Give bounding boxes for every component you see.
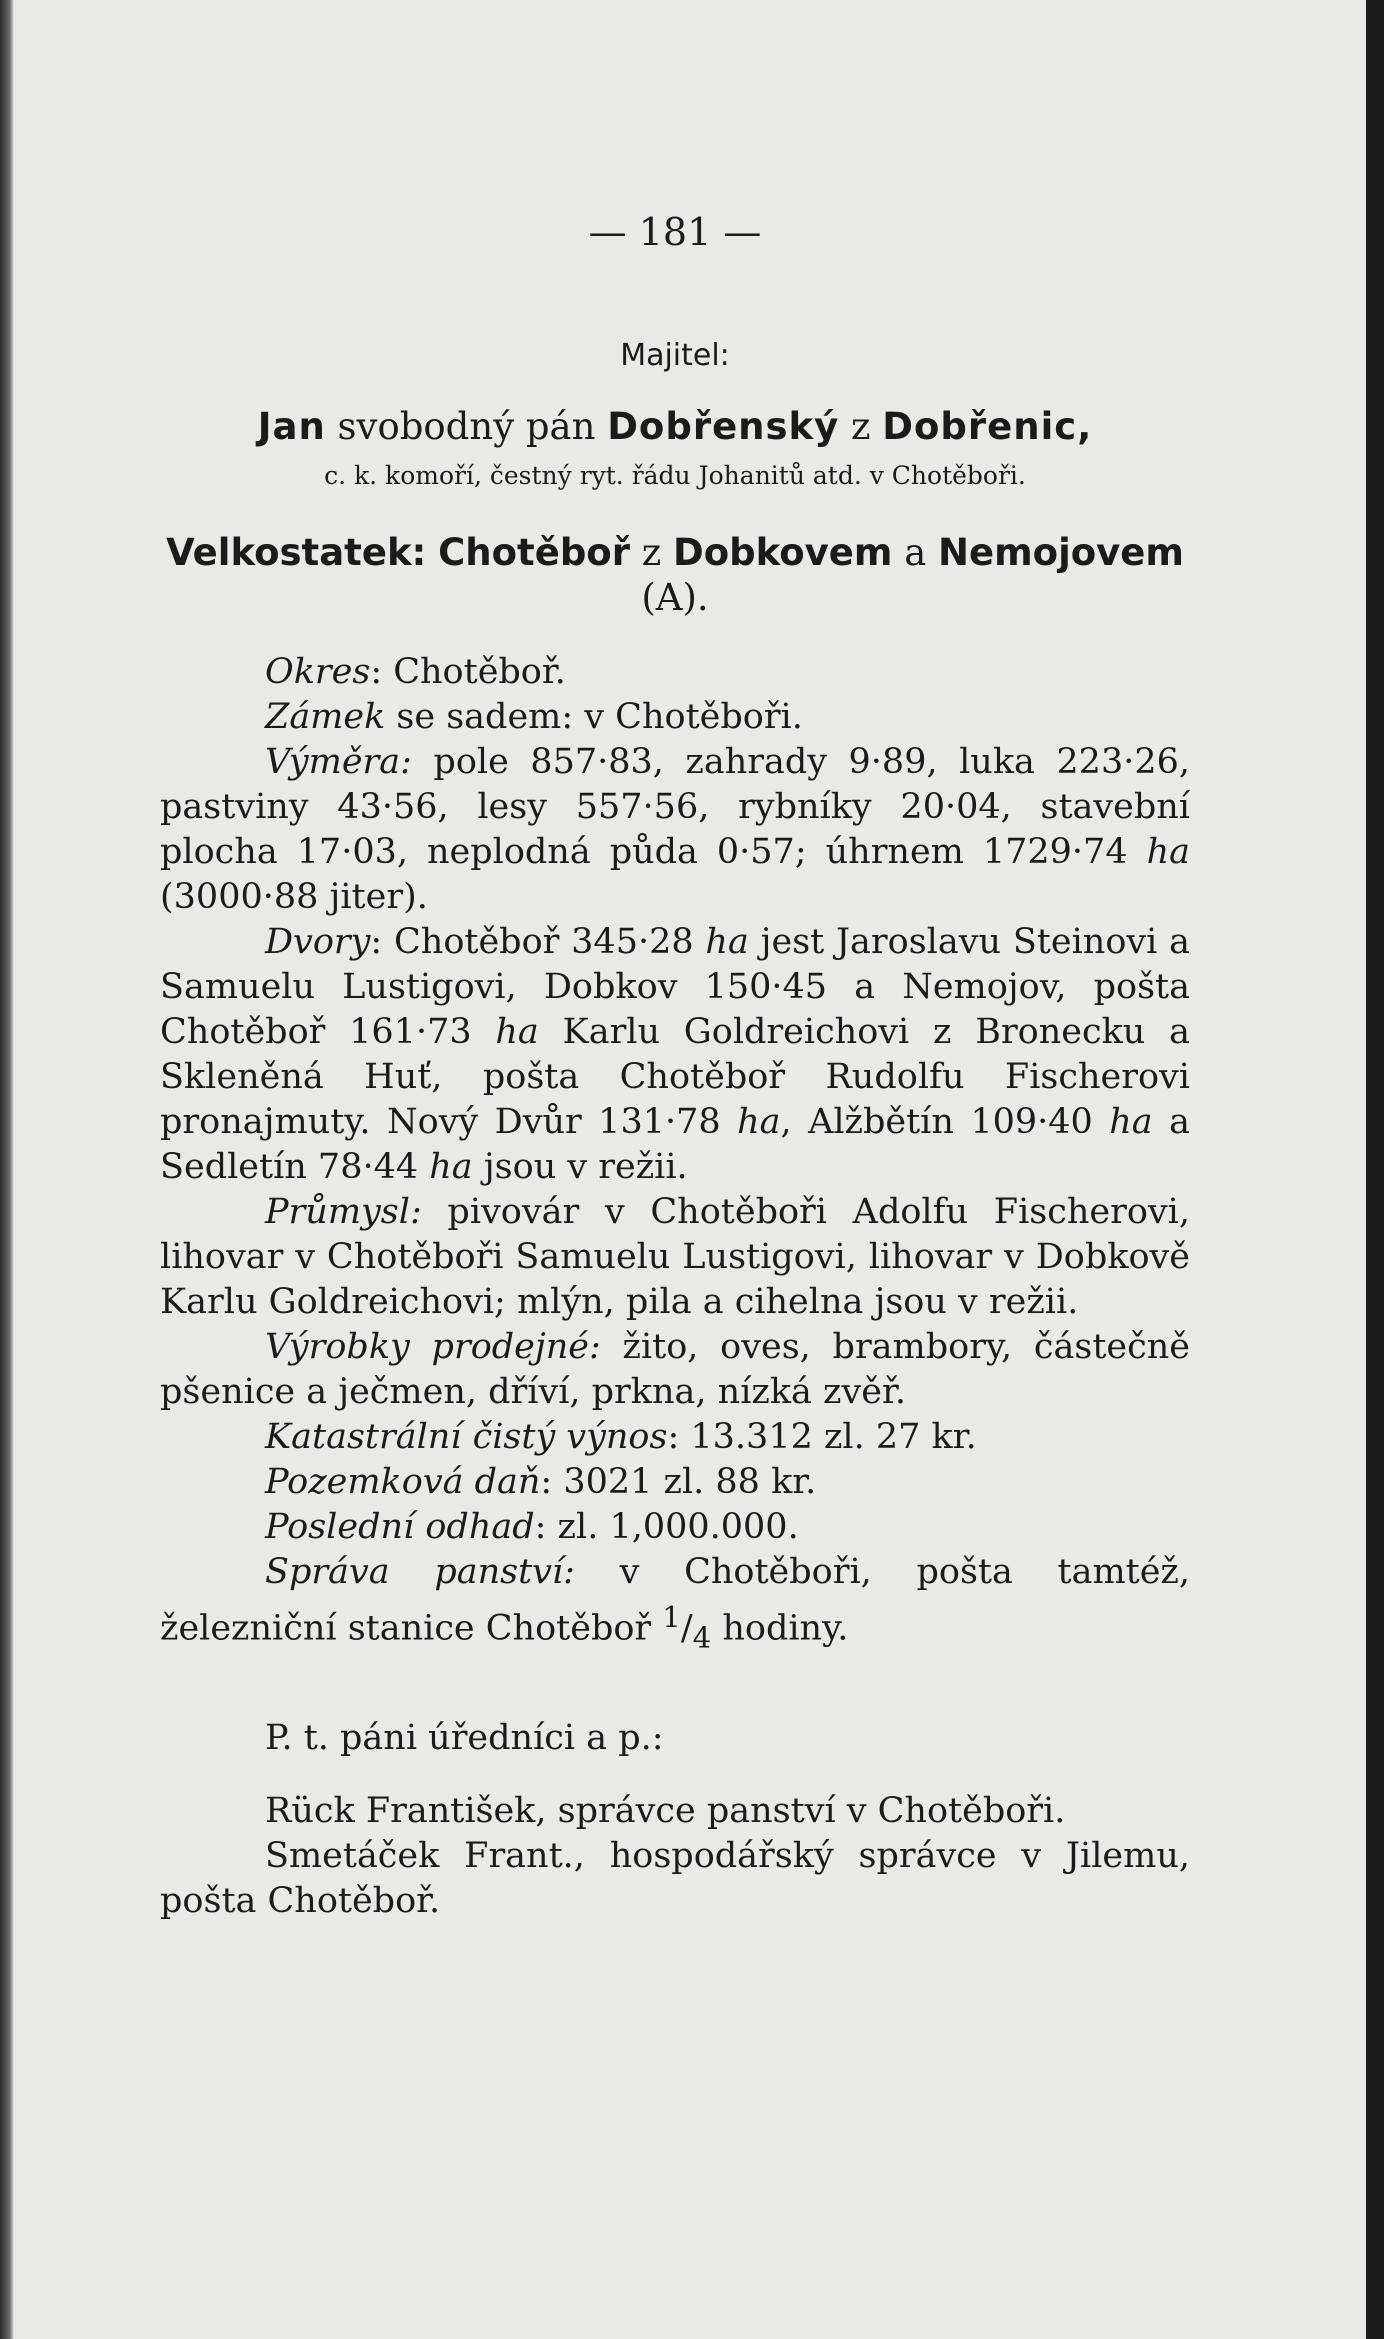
dvory-t2: jest Jaroslavu Steinovi a Samuelu Lustigovi, Dobkov 150·45 a Nemojov, pošta Chotěboř 161·73	[160, 922, 1191, 1052]
dvory-label: Dvory	[265, 922, 371, 962]
estate-label: Velkostatek:	[166, 531, 427, 574]
scan-edge-right	[1366, 0, 1384, 2339]
owner-line	[160, 404, 1190, 449]
fraction-denominator: 4	[692, 1620, 712, 1655]
odhad-label: Poslední odhad	[265, 1507, 535, 1547]
dan-text: : 3021 zl. 88 kr.	[540, 1462, 817, 1502]
dvory-u3: ha	[737, 1102, 781, 1142]
estate-suffix: (A).	[641, 576, 709, 619]
zamek-label: Zámek	[265, 697, 386, 737]
fraction-numerator: 1	[662, 1600, 681, 1634]
sprava-label: Správa panství:	[265, 1552, 575, 1592]
estate-part1: Dobkovem	[673, 531, 893, 574]
prumysl-paragraph	[160, 1190, 1190, 1325]
prumysl-text: pivovár v Chotěboři Adolfu Fischerovi, lihovar v Chotěboři Samuelu Lustigovi, lihovar v Dobkově Karlu Goldreichovi; mlýn, pila a cihelna jsou v režii.	[160, 1192, 1190, 1322]
okres-paragraph	[160, 650, 1190, 695]
vyrobky-paragraph	[160, 1325, 1190, 1415]
scan-edge-left	[0, 0, 14, 2339]
vymera-text2: (3000·88 jiter).	[160, 877, 428, 917]
odhad-text: : zl. 1,000.000.	[534, 1507, 799, 1547]
dvory-t4: , Alžbětín 109·40	[780, 1102, 1110, 1142]
owner-first-name: Jan	[257, 405, 326, 448]
katastr-text: : 13.312 zl. 27 kr.	[667, 1417, 977, 1457]
katastr-label: Katastrální čistý výnos	[265, 1417, 668, 1457]
owner-title: svobodný pán	[325, 405, 608, 448]
zamek-paragraph	[160, 695, 1190, 740]
staff-entry: Rück František, správce panství v Chotěboři.	[265, 1790, 1066, 1831]
odhad-paragraph	[160, 1505, 1190, 1550]
dvory-paragraph	[160, 920, 1190, 1190]
okres-text: : Chotěboř.	[370, 652, 566, 692]
sprava-paragraph: Správa panství: v Chotěboři, pošta tamtéž, železniční stanice Chotěboř $^1/_4$ hodiny.	[160, 1552, 1191, 1655]
katastr-paragraph	[160, 1415, 1190, 1460]
owner-estate: Dobřenic,	[882, 405, 1093, 448]
dvory-u4: ha	[1109, 1102, 1153, 1142]
estate-mid1: z	[629, 531, 674, 574]
owner-surname: Dobřenský	[607, 405, 840, 448]
dvory-t5: a Sedletín 78·44	[160, 1102, 1190, 1187]
vymera-unit: ha	[1146, 832, 1190, 872]
document-page	[160, 210, 1190, 1924]
dan-label: Pozemková daň	[265, 1462, 541, 1502]
dvory-t1: : Chotěboř 345·28	[370, 922, 706, 962]
owner-subtitle: c. k. komoří, čestný ryt. řádu Johanitů atd. v Chotěboři.	[324, 461, 1026, 490]
vyrobky-text: žito, oves, brambory, částečně pšenice a ječmen, dříví, prkna, nízká zvěř.	[160, 1327, 1190, 1412]
estate-line	[160, 530, 1190, 620]
vyrobky-label: Výrobky prodejné:	[265, 1327, 601, 1367]
staff-heading: P. t. páni úředníci a p.:	[265, 1717, 664, 1758]
staff-entry: Smetáček Frant., hospodářský správce v Jilemu, pošta Chotěboř.	[160, 1835, 1190, 1921]
vymera-paragraph	[160, 740, 1190, 920]
dvory-t6: jsou v režii.	[472, 1147, 688, 1187]
vymera-label: Výměra:	[265, 742, 412, 782]
estate-mid2: a	[892, 531, 939, 574]
dan-paragraph	[160, 1460, 1190, 1505]
vymera-text1: pole 857·83, zahrady 9·89, luka 223·26, pastviny 43·56, lesy 557·56, rybníky 20·04, stavební plocha 17·03, neplodná půda 0·57; úhrnem 1729·74	[160, 742, 1190, 872]
page-number: — 181 —	[588, 210, 762, 254]
estate-part2: Nemojovem	[938, 531, 1184, 574]
zamek-text: se sadem: v Chotěboři.	[385, 697, 803, 737]
okres-label: Okres	[265, 652, 371, 692]
owner-caption: Majitel:	[620, 338, 730, 373]
sprava-text1: v Chotěboři, pošta tamtéž, železniční stanice Chotěboř	[160, 1552, 1191, 1649]
dvory-u5: ha	[429, 1147, 473, 1187]
dvory-t3: Karlu Goldreichovi z Bronecku a Skleněná Huť, pošta Chotěboř Rudolfu Fischerovi pronajmuty. Nový Dvůr 131·78	[160, 1012, 1190, 1142]
sprava-text2: hodiny.	[711, 1608, 849, 1649]
dvory-u2: ha	[495, 1012, 539, 1052]
owner-of: z	[839, 405, 883, 448]
estate-name: Chotěboř	[438, 531, 630, 574]
prumysl-label: Průmysl:	[265, 1192, 422, 1232]
dvory-u1: ha	[705, 922, 749, 962]
